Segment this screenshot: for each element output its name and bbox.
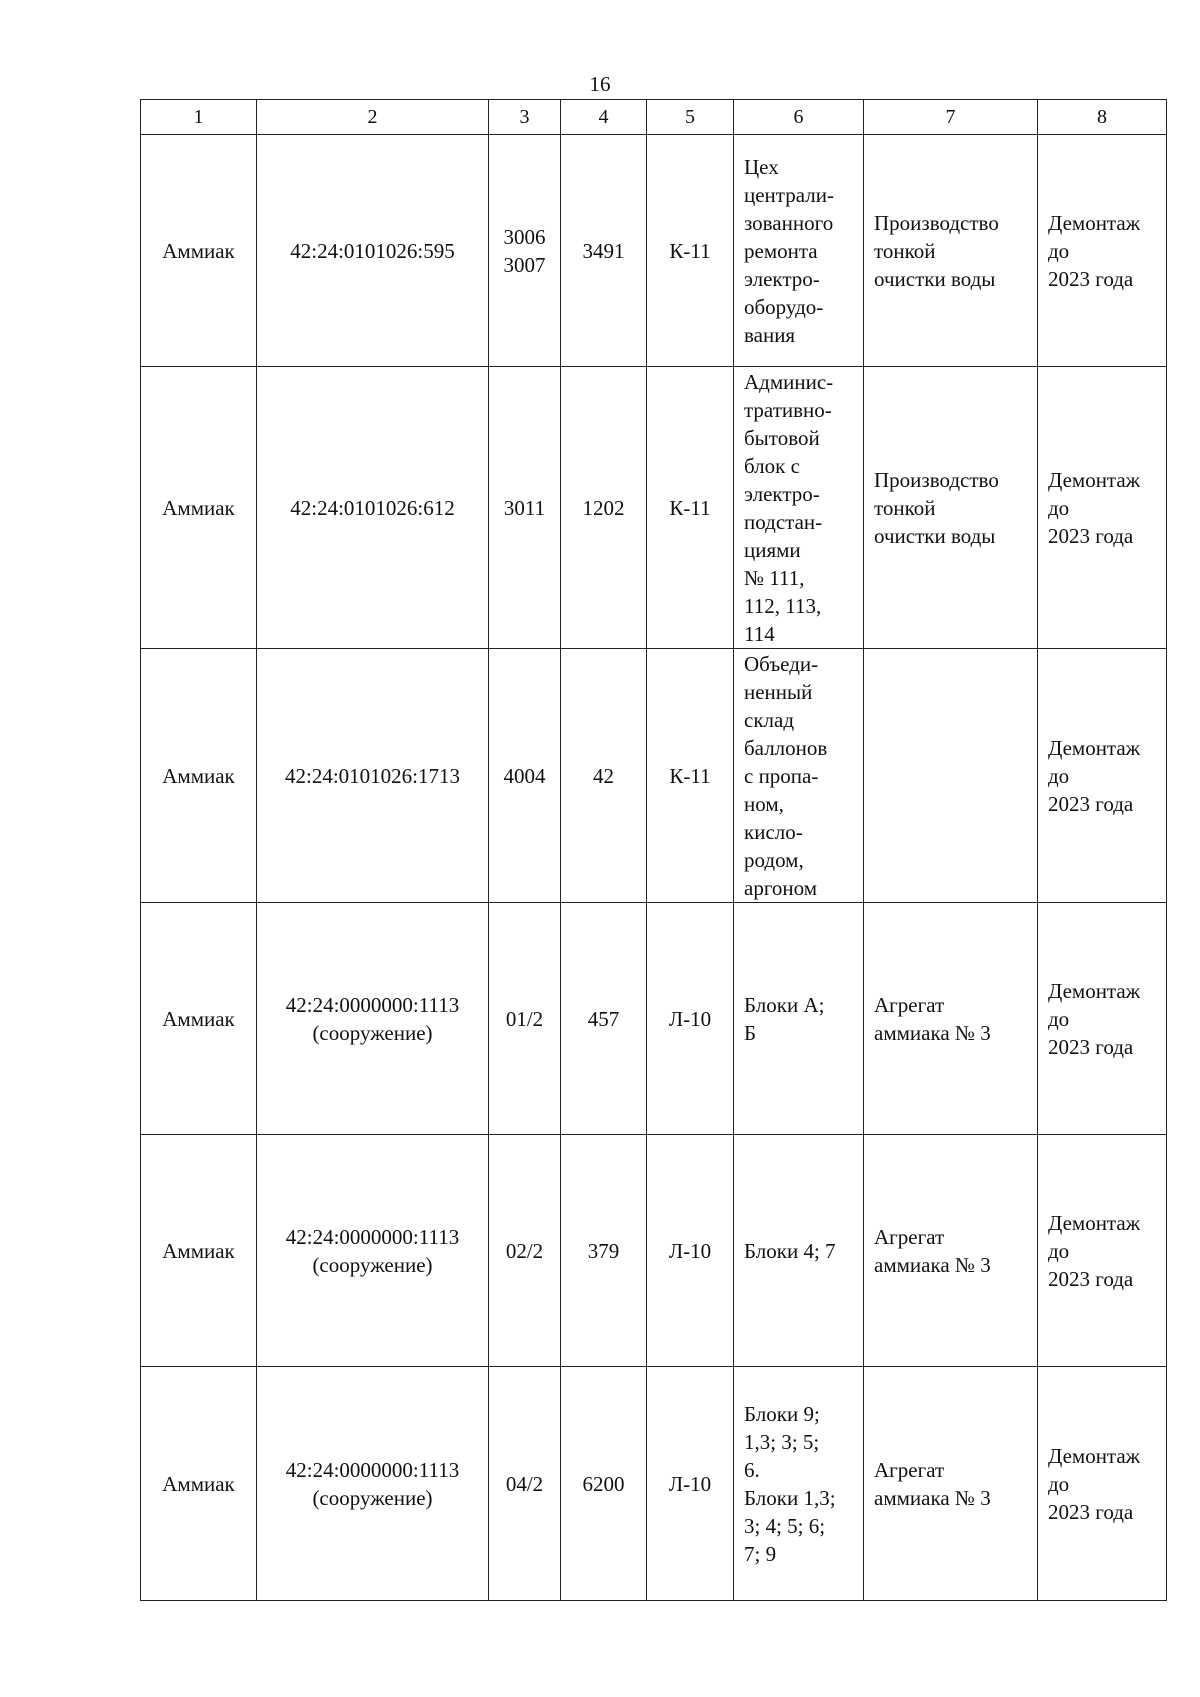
substance-cell: Аммиак [141, 1135, 257, 1367]
object-number-cell: 4004 [489, 649, 561, 903]
production-unit-cell: Производство тонкой очистки воды [864, 367, 1038, 649]
object-name-cell: Цех централи- зованного ремонта электро- оборудо- вания [734, 135, 864, 367]
area-cell: 1202 [561, 367, 647, 649]
cadastral-number-cell: 42:24:0000000:1113 (сооружение) [257, 903, 489, 1135]
table-row [141, 903, 1167, 1135]
cadastral-number-cell: 42:24:0000000:1113 (сооружение) [257, 1135, 489, 1367]
action-cell: Демонтаж до 2023 года [1038, 1135, 1167, 1367]
table-row [141, 1367, 1167, 1601]
object-number-cell: 3006 3007 [489, 135, 561, 367]
area-cell: 379 [561, 1135, 647, 1367]
column-number-cell: 3 [489, 100, 561, 135]
action-cell: Демонтаж до 2023 года [1038, 135, 1167, 367]
table-row [141, 135, 1167, 367]
table-row [141, 367, 1167, 649]
action-cell: Демонтаж до 2023 года [1038, 649, 1167, 903]
column-number-cell: 7 [864, 100, 1038, 135]
substance-cell: Аммиак [141, 903, 257, 1135]
substance-cell: Аммиак [141, 367, 257, 649]
cadastral-number-cell: 42:24:0101026:612 [257, 367, 489, 649]
object-name-cell: Объеди- ненный склад баллонов с пропа- ном, кисло- родом, аргоном [734, 649, 864, 903]
object-number-cell: 04/2 [489, 1367, 561, 1601]
object-number-cell: 3011 [489, 367, 561, 649]
object-number-cell: 01/2 [489, 903, 561, 1135]
column-number-cell: 8 [1038, 100, 1167, 135]
substance-cell: Аммиак [141, 135, 257, 367]
header-row [141, 100, 1167, 135]
code-cell: К-11 [647, 649, 734, 903]
table-row [141, 649, 1167, 903]
object-name-cell: Блоки 9; 1,3; 3; 5; 6. Блоки 1,3; 3; 4; 5; 6; 7; 9 [734, 1367, 864, 1601]
action-cell: Демонтаж до 2023 года [1038, 1367, 1167, 1601]
table-row [141, 1135, 1167, 1367]
object-name-cell: Блоки 4; 7 [734, 1135, 864, 1367]
code-cell: Л-10 [647, 1367, 734, 1601]
object-name-cell: Админис- тративно- бытовой блок с электро- подстан- циями № 111, 112, 113, 114 [734, 367, 864, 649]
code-cell: К-11 [647, 135, 734, 367]
object-number-cell: 02/2 [489, 1135, 561, 1367]
area-cell: 42 [561, 649, 647, 903]
substance-cell: Аммиак [141, 649, 257, 903]
production-unit-cell: Производство тонкой очистки воды [864, 135, 1038, 367]
cadastral-number-cell: 42:24:0101026:595 [257, 135, 489, 367]
code-cell: Л-10 [647, 903, 734, 1135]
column-number-cell: 6 [734, 100, 864, 135]
action-cell: Демонтаж до 2023 года [1038, 903, 1167, 1135]
action-cell: Демонтаж до 2023 года [1038, 367, 1167, 649]
area-cell: 6200 [561, 1367, 647, 1601]
cadastral-number-cell: 42:24:0000000:1113 (сооружение) [257, 1367, 489, 1601]
area-cell: 457 [561, 903, 647, 1135]
page-number: 16 [589, 72, 611, 96]
area-cell: 3491 [561, 135, 647, 367]
column-number-cell: 1 [141, 100, 257, 135]
column-number-header [141, 100, 1167, 135]
code-cell: К-11 [647, 367, 734, 649]
column-number-cell: 5 [647, 100, 734, 135]
document-table [140, 99, 1167, 1601]
code-cell: Л-10 [647, 1135, 734, 1367]
production-unit-cell: Агрегат аммиака № 3 [864, 903, 1038, 1135]
production-unit-cell: Агрегат аммиака № 3 [864, 1135, 1038, 1367]
production-unit-cell: Агрегат аммиака № 3 [864, 1367, 1038, 1601]
column-number-cell: 4 [561, 100, 647, 135]
object-name-cell: Блоки А; Б [734, 903, 864, 1135]
substance-cell: Аммиак [141, 1367, 257, 1601]
cadastral-number-cell: 42:24:0101026:1713 [257, 649, 489, 903]
production-unit-cell [864, 649, 1038, 903]
column-number-cell: 2 [257, 100, 489, 135]
